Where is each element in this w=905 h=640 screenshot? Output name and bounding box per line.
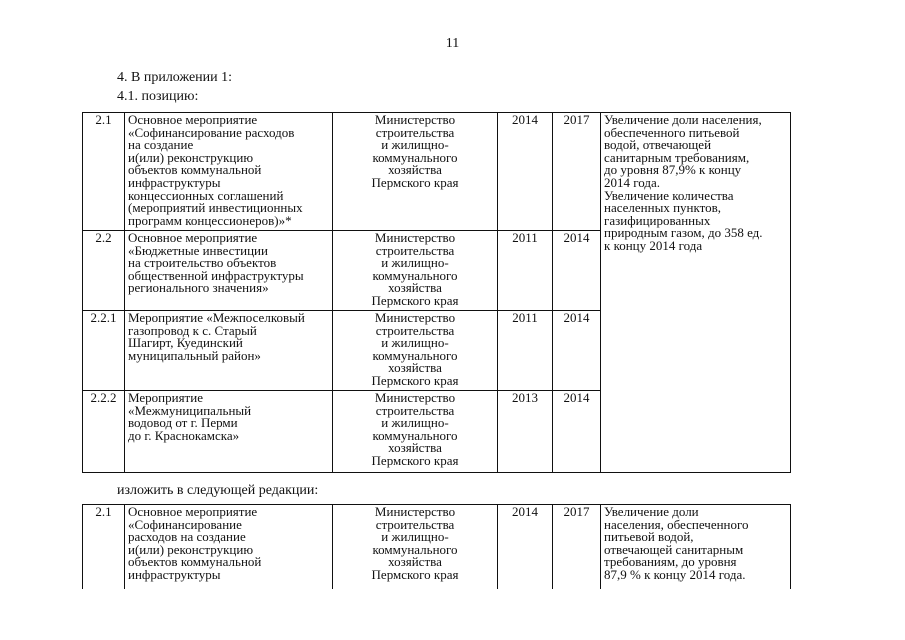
end-year: 2014	[553, 231, 601, 311]
responsible-executor: Министерство строительства и жилищно- коммунального хозяйства Пермского края	[333, 311, 498, 391]
start-year: 2013	[498, 391, 553, 473]
activity-name: Основное мероприятие «Софинансирование расходов на создание и(или) реконструкцию объектов коммунальной инфраструктуры	[125, 505, 333, 589]
row-number: 2.2.1	[83, 311, 125, 391]
subsection-heading: 4.1. позицию:	[117, 89, 199, 104]
start-year: 2011	[498, 231, 553, 311]
end-year: 2014	[553, 311, 601, 391]
start-year: 2014	[498, 505, 553, 589]
page-number: 11	[445, 36, 460, 51]
expected-result: Увеличение доли населения, обеспеченного питьевой водой, отвечающей санитарным требованиям, до уровня 87,9% к концу 2014 года. Увеличение количества населенных пунктов, газифицированных природным газом, до 358 ед. к концу 2014 года	[601, 113, 791, 473]
new-position-table	[82, 504, 791, 589]
activity-name: Основное мероприятие «Софинансирование расходов на создание и(или) реконструкцию объектов коммунальной инфраструктуры концессионных соглашений (мероприятий инвестиционных программ концессионеров)»*	[125, 113, 333, 231]
row-number: 2.1	[83, 505, 125, 589]
activity-name: Основное мероприятие «Бюджетные инвестиции на строительство объектов общественной инфраструктуры регионального значения»	[125, 231, 333, 311]
row-number: 2.2.2	[83, 391, 125, 473]
activity-name: Мероприятие «Межмуниципальный водовод от г. Перми до г. Краснокамска»	[125, 391, 333, 473]
responsible-executor: Министерство строительства и жилищно- коммунального хозяйства Пермского края	[333, 231, 498, 311]
row-number: 2.1	[83, 113, 125, 231]
start-year: 2011	[498, 311, 553, 391]
start-year: 2014	[498, 113, 553, 231]
activity-name: Мероприятие «Межпоселковый газопровод к с. Старый Шагирт, Куединский муниципальный район»	[125, 311, 333, 391]
replacement-instruction: изложить в следующей редакции:	[117, 483, 319, 498]
row-number: 2.2	[83, 231, 125, 311]
end-year: 2017	[553, 113, 601, 231]
table-row	[83, 505, 791, 589]
end-year: 2014	[553, 391, 601, 473]
old-position-table	[82, 112, 791, 473]
responsible-executor: Министерство строительства и жилищно- коммунального хозяйства Пермского края	[333, 113, 498, 231]
end-year: 2017	[553, 505, 601, 589]
responsible-executor: Министерство строительства и жилищно- коммунального хозяйства Пермского края	[333, 391, 498, 473]
table-row	[83, 113, 791, 231]
section-heading: 4. В приложении 1:	[117, 70, 233, 85]
responsible-executor: Министерство строительства и жилищно- коммунального хозяйства Пермского края	[333, 505, 498, 589]
expected-result: Увеличение доли населения, обеспеченного питьевой водой, отвечающей санитарным требованиям, до уровня 87,9 % к концу 2014 года.	[601, 505, 791, 589]
